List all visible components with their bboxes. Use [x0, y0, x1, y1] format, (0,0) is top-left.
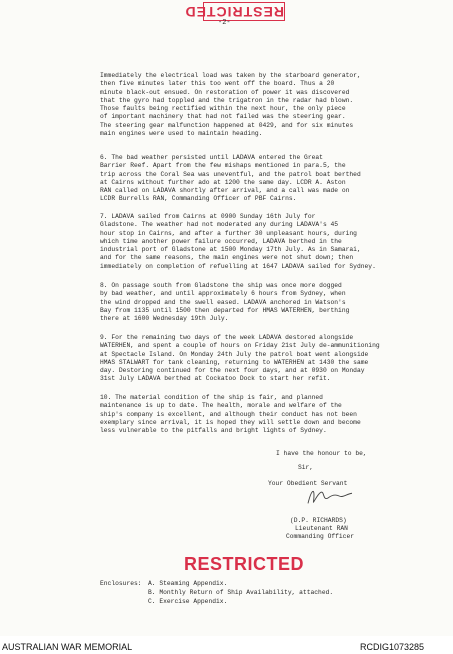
- enclosures-label: Enclosures:: [100, 580, 142, 587]
- closing-sir: Sir,: [298, 464, 314, 471]
- signatory-role: Commanding Officer: [286, 533, 355, 540]
- enclosure-item: A. Steaming Appendix.: [148, 580, 228, 587]
- paragraph-9: 9. For the remaining two days of the week LADAVA destored alongside WATERHEN, and spent a couple of hours on Friday 21st July de-ammunitioning at Spectacle Island. On Monday 24th July the patrol boat went alongside HMAS STALWART for tank cleaning, returning to WATERHEN at 1430 the same day. Destoring continued for the next four days, and at 0930 on Monday 31st July LADAVA berthed at Cockatoo Dock to start her refit.: [100, 334, 380, 383]
- paragraph-7: 7. LADAVA sailed from Cairns at 0900 Sunday 16th July for Gladstone. The weather had not moderated any during LADAVA's 45 hour stop in Cairns, and after a further 30 unpleasant hours, during which time another power failure occurred, LADAVA berthed in the industrial port of Gladstone at 1500 Monday 17th July. As in Samarai, and for the same reasons, the main engines were not shut down; then immediately on completion of refuelling at 1647 LADAVA sailed for Sydney.: [100, 213, 376, 270]
- enclosure-item: B. Monthly Return of Ship Availability, attached.: [148, 589, 334, 596]
- paragraph-continued: Immediately the electrical load was taken by the starboard generator, then five minutes later this too went off the board. Thus a 20 minute black-out ensued. On restoration of power it was discovered that the gyro had toppled and the trigatron in the radar had blown. Those faults being rectified within the next hour, the only piece of important machinery that had not failed was the steering gear. The steering gear malfunction happened at 0429, and for six minutes main engines were used to maintain heading.: [100, 72, 361, 138]
- paragraph-8: 8. On passage south from Gladstone the ship was once more dogged by bad weather, and until approximately 6 hours from Sydney, when the wind dropped and the swell eased. LADAVA anchored in Watson's Bay from 1135 until 1500 then departed for HMAS WATERHEN, berthing there at 1600 Wednesday 19th July.: [100, 282, 350, 323]
- footer-record-id: RCDIG1073285: [360, 642, 425, 652]
- enclosure-item: C. Exercise Appendix.: [148, 598, 228, 605]
- signature-image: [300, 485, 360, 507]
- signatory-name: (D.P. RICHARDS): [290, 517, 347, 524]
- signatory-rank: Lieutenant RAN: [295, 525, 348, 532]
- page-number: -2-: [218, 19, 231, 27]
- restricted-stamp-bottom: RESTRICTED: [184, 554, 305, 574]
- restricted-stamp-top: RESTRICTED: [184, 4, 284, 20]
- closing-honour: I have the honour to be,: [276, 450, 367, 457]
- footer-archive-name: AUSTRALIAN WAR MEMORIAL: [2, 642, 133, 652]
- paragraph-6: 6. The bad weather persisted until LADAVA entered the Great Barrier Reef. Apart from the few mishaps mentioned in para.5, the trip across the Coral Sea was uneventful, and the patrol boat berthed at Cairns without further ado at 1200 the same day. LCDR A. Aston RAN called on LADAVA shortly after arrival, and a call was made on LCDR Burrells RAN, Commanding Officer of PBF Cairns.: [100, 154, 361, 203]
- paragraph-10: 10. The material condition of the ship is fair, and planned maintenance is up to date. The health, morale and welfare of the ship's company is excellent, and although their conduct has not been exemplary since arrival, it is hoped they will settle down and become less vulnerable to the pitfalls and bright lights of Sydney.: [100, 394, 361, 435]
- closing-servant: Your Obedient Servant: [268, 480, 348, 487]
